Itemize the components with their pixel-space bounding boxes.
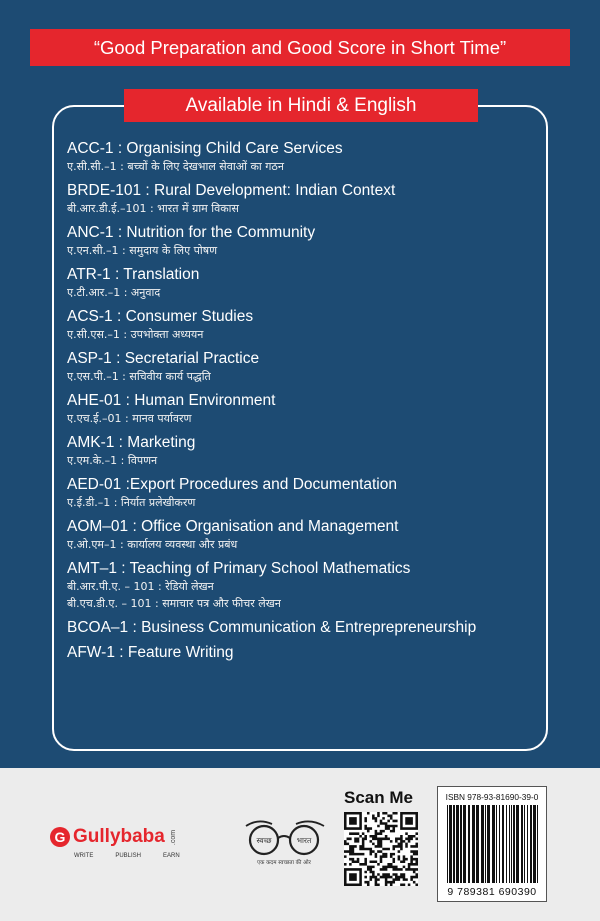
footer-panel <box>0 768 600 921</box>
publisher-tag: PUBLISH <box>115 853 142 859</box>
course-item <box>67 475 537 511</box>
course-item <box>67 265 537 301</box>
course-title-english: AMT–1 : Teaching of Primary School Mathematics <box>67 560 411 577</box>
course-item <box>67 349 537 385</box>
course-title-english: AFW-1 : Feature Writing <box>67 644 234 661</box>
course-title-hindi: ए.एन.सी.–1 : समुदाय के लिए पोषण <box>67 244 218 257</box>
course-title-english: ATR-1 : Translation <box>67 266 200 283</box>
language-availability-banner: Available in Hindi & English <box>124 89 478 122</box>
course-title-english: BRDE-101 : Rural Development: Indian Context <box>67 182 396 199</box>
course-title-hindi: ए.एम.के.–1 : विपणन <box>67 454 158 467</box>
publisher-logo[interactable] <box>50 826 181 848</box>
course-title-hindi: ए.एच.ई.–01 : मानव पर्यावरण <box>67 412 192 425</box>
publisher-tag: EARN <box>163 853 180 859</box>
qr-code[interactable] <box>344 812 418 886</box>
course-item <box>67 433 537 469</box>
course-item <box>67 517 537 553</box>
course-title-hindi: बी.एच.डी.ए. – 101 : समाचार पत्र और फीचर लेखन <box>67 597 281 610</box>
barcode-icon <box>445 805 541 883</box>
publisher-domain: .com <box>169 829 177 845</box>
course-title-hindi: ए.ओ.एम–1 : कार्यालय व्यवस्था और प्रबंध <box>67 538 238 551</box>
course-item <box>67 643 537 662</box>
course-title-english: ANC-1 : Nutrition for the Community <box>67 224 316 241</box>
qr-code-icon <box>344 812 418 886</box>
publisher-name: Gullybaba <box>73 826 165 847</box>
course-title-hindi: बी.आर.पी.ए. – 101 : रेडियो लेखन <box>67 580 214 593</box>
course-title-hindi: ए.एस.पी.–1 : सचिवीय कार्य पद्धति <box>67 370 211 383</box>
publisher-tags <box>74 853 180 859</box>
course-title-hindi: बी.आर.डी.ई.–101 : भारत में ग्राम विकास <box>67 202 239 215</box>
course-title-hindi: ए.सी.सी.–1 : बच्चों के लिए देखभाल सेवाओं का गठन <box>67 160 284 173</box>
glasses-icon <box>238 818 330 856</box>
course-title-english: AOM–01 : Office Organisation and Management <box>67 518 399 535</box>
course-item <box>67 181 537 217</box>
course-item <box>67 223 537 259</box>
course-title-hindi: ए.टी.आर.–1 : अनुवाद <box>67 286 161 299</box>
course-list <box>67 139 537 668</box>
course-item <box>67 559 537 612</box>
course-title-english: ACS-1 : Consumer Studies <box>67 308 254 325</box>
swachh-tagline: एक कदम स्वच्छता की ओर <box>257 860 311 866</box>
swachh-left-word: स्वच्छ <box>256 836 272 845</box>
publisher-tag: WRITE <box>74 853 94 859</box>
course-title-hindi: ए.ई.डी.–1 : निर्यात प्रलेखीकरण <box>67 496 196 509</box>
course-title-english: AED-01 :Export Procedures and Documentation <box>67 476 397 493</box>
scan-me-label: Scan Me <box>344 788 413 807</box>
course-title-english: ACC-1 : Organising Child Care Services <box>67 140 343 157</box>
course-item <box>67 391 537 427</box>
isbn-label: ISBN 978-93-81690-39-0 <box>445 792 539 802</box>
course-title-english: ASP-1 : Secretarial Practice <box>67 350 260 367</box>
isbn-barcode-box <box>437 786 547 902</box>
course-item <box>67 139 537 175</box>
barcode-number: 9 789381 690390 <box>447 886 537 898</box>
swachh-bharat-logo <box>238 818 330 866</box>
course-item <box>67 307 537 343</box>
course-title-english: AHE-01 : Human Environment <box>67 392 276 409</box>
course-title-english: BCOA–1 : Business Communication & Entreprepreneurship <box>67 619 477 636</box>
tagline-banner: “Good Preparation and Good Score in Short Time” <box>30 29 570 66</box>
swachh-right-word: भारत <box>296 836 312 845</box>
publisher-logo-icon: G <box>50 827 70 847</box>
course-title-hindi: ए.सी.एस.–1 : उपभोक्ता अध्ययन <box>67 328 204 341</box>
course-item <box>67 618 537 637</box>
course-title-english: AMK-1 : Marketing <box>67 434 196 451</box>
